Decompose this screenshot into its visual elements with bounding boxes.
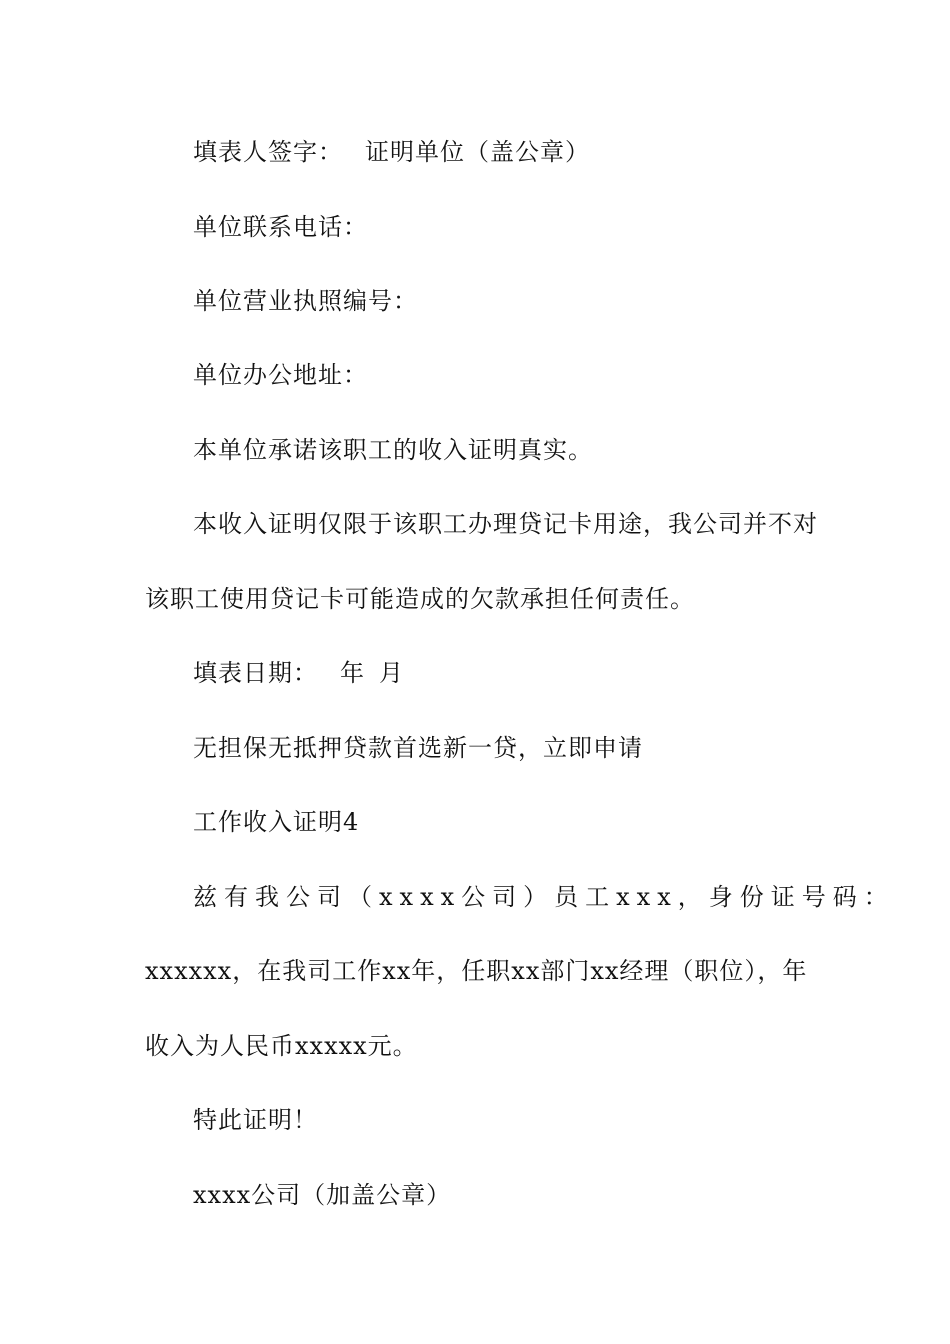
year-label: 年 <box>340 659 365 687</box>
unit-phone-label: 单位联系电话： <box>193 213 368 241</box>
business-license-label: 单位营业执照编号： <box>193 287 418 315</box>
certification-line-2: xxxxxx，在我司工作xx年，任职xx部门xx经理（职位），年 <box>145 957 808 985</box>
hereby-certify: 特此证明！ <box>193 1106 318 1134</box>
disclaimer-line-2: 该职工使用贷记卡可能造成的欠款承担任何责任。 <box>145 585 695 613</box>
certification-line-1 <box>193 882 895 912</box>
filler-signature-label: 填表人签字： <box>193 138 343 166</box>
commitment-statement: 本单位承诺该职工的收入证明真实。 <box>193 436 593 464</box>
office-address-label: 单位办公地址： <box>193 361 368 389</box>
disclaimer-line-1: 本收入证明仅限于该职工办理贷记卡用途，我公司并不对 <box>193 510 818 538</box>
signature-line <box>193 137 590 167</box>
section-title: 工作收入证明4 <box>193 808 360 836</box>
fill-date-label: 填表日期： <box>193 659 318 687</box>
fill-date-line <box>193 658 404 688</box>
loan-ad-text: 无担保无抵押贷款首选新一贷，立即申请 <box>193 734 643 762</box>
issuing-unit-label: 证明单位（盖公章） <box>365 138 590 166</box>
certification-line-1-part-2: 身份证号码： <box>708 883 895 911</box>
certification-line-1-part-1: 兹有我公司（xxxx公司）员工xxx， <box>193 883 709 911</box>
company-seal-line: xxxx公司（加盖公章） <box>193 1181 452 1209</box>
month-label: 月 <box>379 659 404 687</box>
certification-line-3: 收入为人民币xxxxx元。 <box>145 1032 418 1060</box>
